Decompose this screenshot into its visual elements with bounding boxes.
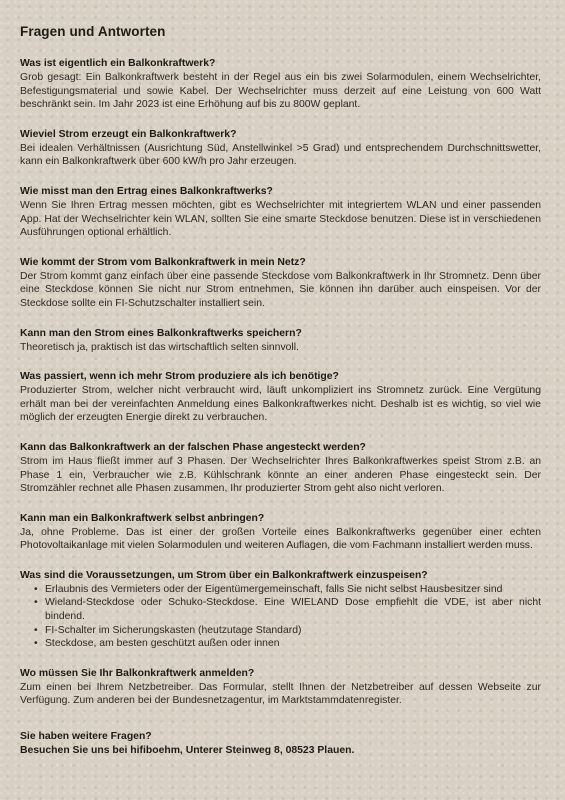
- faq-answer: Theoretisch ja, praktisch ist das wirtschaftlich selten sinnvoll.: [20, 341, 299, 353]
- list-item: [34, 583, 541, 597]
- faq-question: Was sind die Voraussetzungen, um Strom über ein Balkonkraftwerk einzuspeisen?: [20, 569, 428, 581]
- faq-answer: Der Strom kommt ganz einfach über eine passende Steckdose vom Balkonkraftwerk in Ihr Stromnetz. Denn über eine Steckdose können Sie nicht nur Strom entnehmen, Sie können ihn darüber auch einspeisen. Vor der Steckdose sollte ein FI-Schutzschalter installiert sein.: [20, 270, 541, 309]
- list-item-text: Erlaubnis des Vermieters oder der Eigentümergemeinschaft, falls Sie nicht selbst Hausbesitzer sind: [45, 583, 503, 595]
- faq-answer: Wenn Sie Ihren Ertrag messen möchten, gibt es Wechselrichter mit integriertem WLAN und einer passenden App. Hat der Wechselrichter kein WLAN, sollten Sie eine smarte Steckdose benutzen. Diese ist in verschiedenen Ausführungen optional erhältlich.: [20, 199, 541, 239]
- list-item: [34, 624, 541, 638]
- faq-question: Wie kommt der Strom vom Balkonkraftwerk in mein Netz?: [20, 256, 306, 268]
- faq-question: Kann man ein Balkonkraftwerk selbst anbringen?: [20, 512, 265, 524]
- list-item: [34, 596, 541, 623]
- faq-item: [20, 57, 541, 112]
- faq-answer: Bei idealen Verhältnissen (Ausrichtung Süd, Anstellwinkel >5 Grad) und entsprechendem Durchschnittswetter, kann ein Balkonkraftwerk über 600 kW/h pro Jahr erzeugen.: [20, 142, 541, 168]
- faq-item: [20, 128, 541, 169]
- faq-question: Wo müssen Sie Ihr Balkonkraftwerk anmelden?: [20, 667, 255, 679]
- faq-item: [20, 327, 541, 355]
- list-item: [34, 637, 541, 651]
- prerequisite-list: [20, 583, 541, 651]
- faq-item: [20, 185, 541, 240]
- faq-question: Kann das Balkonkraftwerk an der falschen Phase angesteckt werden?: [20, 441, 366, 453]
- faq-item: [20, 256, 541, 311]
- bullet-icon: •: [34, 583, 38, 595]
- faq-question: Was ist eigentlich ein Balkonkraftwerk?: [20, 58, 216, 69]
- faq-answer: Strom im Haus fließt immer auf 3 Phasen. Der Wechselrichter Ihres Balkonkraftwerkes speist Strom z.B. an Phase 1 ein, Verbraucher wie z.B. Kühlschrank könnte an einer anderen Phase eingesteckt sein. Der Stromzähler rechnet alle Phasen zusammen, Ihr produzierter Strom geht also nicht verloren.: [20, 455, 541, 495]
- faq-answer: Ja, ohne Probleme. Das ist einer der großen Vorteile eines Balkonkraftwerks gegenüber einer echten Photovoltaikanlage mit vielen Solarmodulen und weiteren Auflagen, die vom Fachmann installiert werden muss.: [20, 526, 541, 552]
- faq-question: Wieviel Strom erzeugt ein Balkonkraftwerk?: [20, 128, 237, 140]
- footer-address: Besuchen Sie uns bei hifiboehm, Unterer Steinweg 8, 08523 Plauen.: [20, 745, 355, 757]
- faq-item: [20, 512, 541, 553]
- bullet-icon: •: [34, 597, 38, 609]
- faq-item: [20, 370, 541, 425]
- faq-item-prerequisites: [20, 569, 541, 651]
- bullet-icon: •: [34, 624, 38, 636]
- contact-footer: [20, 730, 541, 758]
- faq-answer: Grob gesagt: Ein Balkonkraftwerk besteht in der Regel aus ein bis zwei Solarmodulen, einem Wechselrichter, Befestigungsmaterial und sowie Kabel. Der Wechselrichter muss derzeit auf eine Leistung von 600 Watt beschränkt sein. Im Jahr 2023 ist eine Erhöhung auf bis zu 800W geplant.: [20, 72, 541, 111]
- list-item-text: FI-Schalter im Sicherungskasten (heutzutage Standard): [45, 624, 302, 636]
- faq-answer: Produzierter Strom, welcher nicht verbraucht wird, läuft unkompliziert ins Stromnetz zurück. Eine Vergütung erhält man bei der vereinfachten Anmeldung eines Balkonkraftwerkes nicht. Deshalb ist es wichtig, so viel wie möglich der erzeugten Energie direkt zu verbrauchen.: [20, 385, 541, 424]
- faq-question: Wie misst man den Ertrag eines Balkonkraftwerks?: [20, 185, 273, 197]
- faq-question: Kann man den Strom eines Balkonkraftwerks speichern?: [20, 327, 302, 339]
- faq-answer: Zum einen bei Ihrem Netzbetreiber. Das Formular, stellt Ihnen der Netzbetreiber auf dessen Webseite zur Verfügung. Zum anderen bei der Bundesnetzagentur, im Marktstammdatenregister.: [20, 681, 541, 707]
- bullet-icon: •: [34, 638, 38, 650]
- list-item-text: Wieland-Steckdose oder Schuko-Steckdose. Eine WIELAND Dose empfiehlt die VDE, ist aber nicht bindend.: [45, 597, 541, 623]
- faq-question: Was passiert, wenn ich mehr Strom produziere als ich benötige?: [20, 371, 339, 383]
- faq-item-registration: [20, 667, 541, 708]
- faq-item: [20, 441, 541, 496]
- page-title: Fragen und Antworten: [20, 24, 166, 39]
- list-item-text: Steckdose, am besten geschützt außen oder innen: [45, 638, 280, 650]
- footer-question: Sie haben weitere Fragen?: [20, 731, 152, 743]
